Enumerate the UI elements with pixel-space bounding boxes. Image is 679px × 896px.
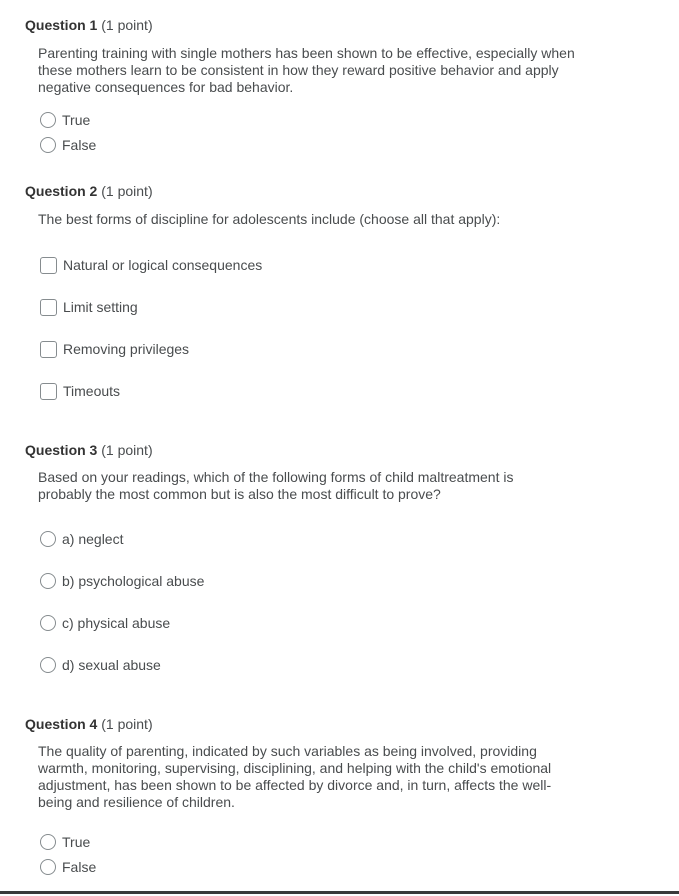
option-label: Timeouts xyxy=(63,383,121,399)
bottom-divider xyxy=(0,891,679,894)
option-label: Removing privileges xyxy=(63,341,190,357)
option-a-neglect[interactable] xyxy=(40,529,123,549)
question-points: (1 point) xyxy=(101,183,153,199)
radio-button[interactable] xyxy=(40,657,56,673)
option-natural-logical-consequences[interactable] xyxy=(40,255,262,275)
question-text: The best forms of discipline for adolescents include (choose all that apply): xyxy=(38,211,501,227)
option-true[interactable] xyxy=(40,832,90,852)
question-heading xyxy=(25,183,153,199)
question-number: Question 1 xyxy=(25,17,98,33)
option-label: c) physical abuse xyxy=(62,615,171,631)
option-c-physical-abuse[interactable] xyxy=(40,613,170,633)
option-label: True xyxy=(62,834,91,850)
question-heading xyxy=(25,17,153,33)
radio-button[interactable] xyxy=(40,573,56,589)
option-label: a) neglect xyxy=(62,531,124,547)
question-points: (1 point) xyxy=(101,716,153,732)
option-label: b) psychological abuse xyxy=(62,573,205,589)
option-false[interactable] xyxy=(40,135,96,155)
option-label: True xyxy=(62,112,91,128)
question-text: Based on your readings, which of the following forms of child maltreatment is probably the most common but is also the most difficult to prove? xyxy=(38,469,514,502)
option-label: Limit setting xyxy=(63,299,138,315)
option-false[interactable] xyxy=(40,857,96,877)
option-true[interactable] xyxy=(40,110,90,130)
option-removing-privileges[interactable] xyxy=(40,339,189,359)
option-b-psychological-abuse[interactable] xyxy=(40,571,204,591)
checkbox[interactable] xyxy=(40,299,57,316)
option-d-sexual-abuse[interactable] xyxy=(40,655,161,675)
option-label: False xyxy=(62,137,97,153)
radio-button[interactable] xyxy=(40,112,56,128)
question-number: Question 4 xyxy=(25,716,98,732)
option-limit-setting[interactable] xyxy=(40,297,138,317)
radio-button[interactable] xyxy=(40,834,56,850)
question-heading xyxy=(25,442,153,458)
question-number: Question 2 xyxy=(25,183,98,199)
option-label: d) sexual abuse xyxy=(62,657,161,673)
radio-button[interactable] xyxy=(40,531,56,547)
question-text: The quality of parenting, indicated by such variables as being involved, providing warmth, monitoring, supervising, disciplining, and helping with the child's emotional adjustment, has been shown to be affected by divorce and, in turn, affects the well-being and resilience of children. xyxy=(38,743,552,810)
checkbox[interactable] xyxy=(40,341,57,358)
question-number: Question 3 xyxy=(25,442,98,458)
radio-button[interactable] xyxy=(40,137,56,153)
question-points: (1 point) xyxy=(101,17,153,33)
option-timeouts[interactable] xyxy=(40,381,120,401)
radio-button[interactable] xyxy=(40,615,56,631)
question-text: Parenting training with single mothers has been shown to be effective, especially when these mothers learn to be consistent in how they reward positive behavior and apply negative consequences for bad behavior. xyxy=(38,45,575,95)
checkbox[interactable] xyxy=(40,257,57,274)
checkbox[interactable] xyxy=(40,383,57,400)
option-label: False xyxy=(62,859,97,875)
radio-button[interactable] xyxy=(40,859,56,875)
question-points: (1 point) xyxy=(101,442,153,458)
option-label: Natural or logical consequences xyxy=(63,257,263,273)
question-heading xyxy=(25,716,153,732)
